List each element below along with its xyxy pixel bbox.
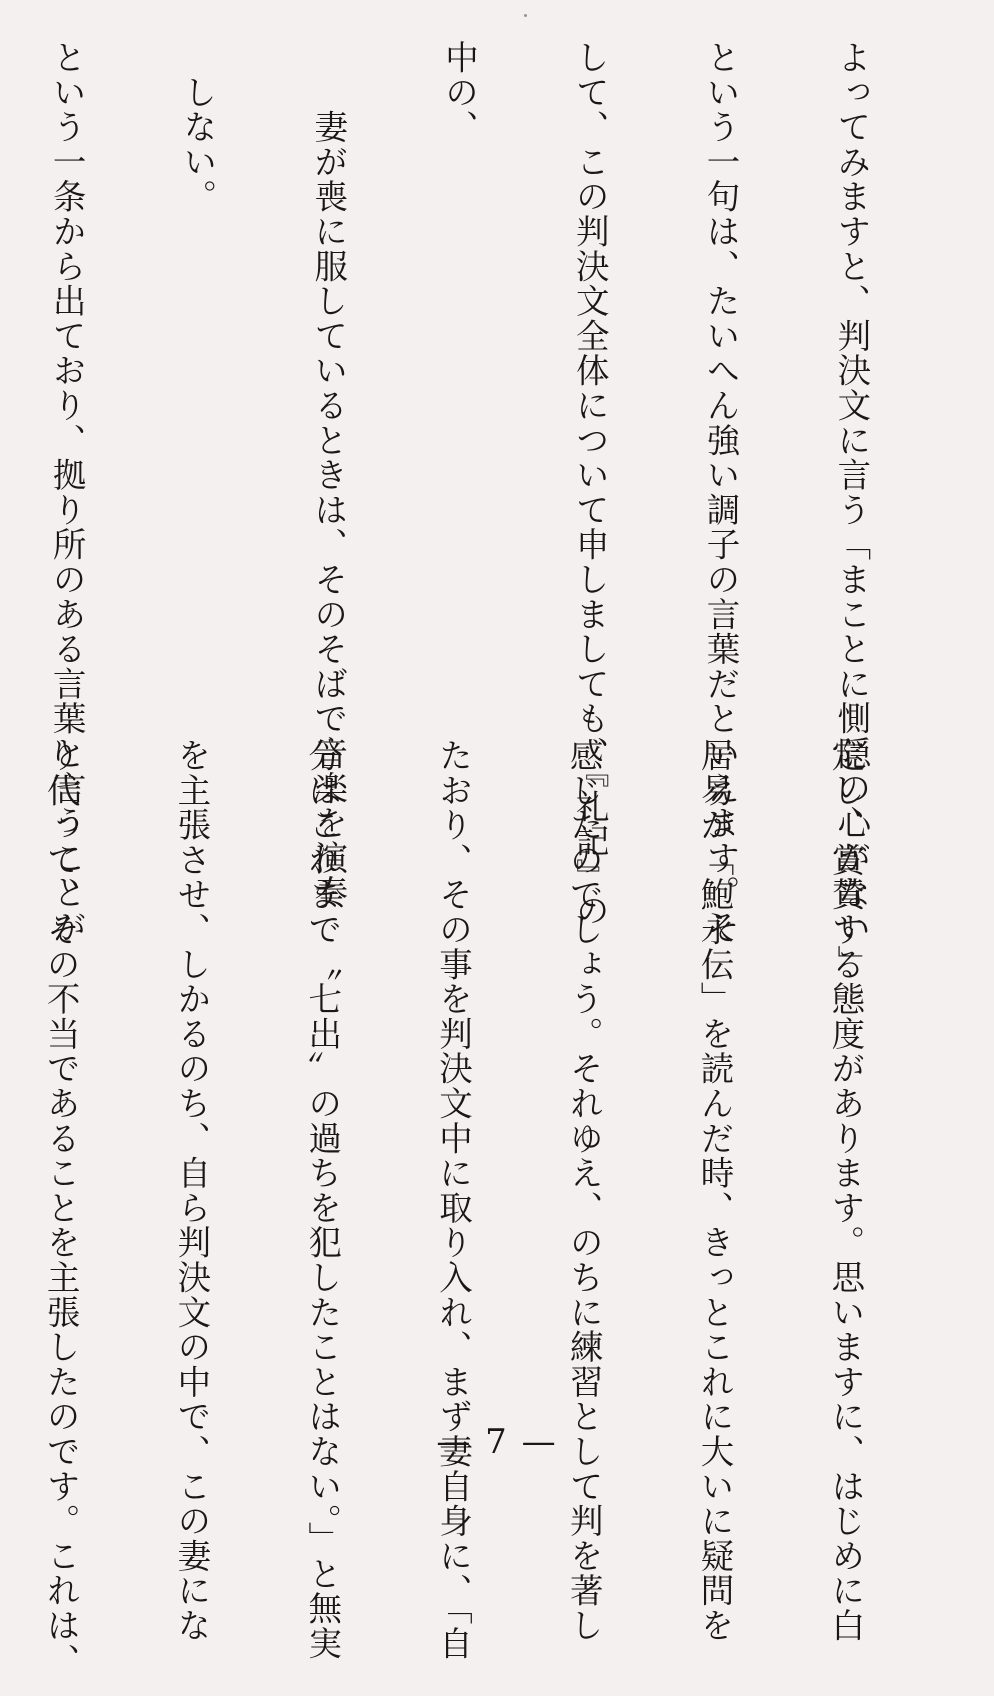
text-column: 居易が「鮑永伝」を読んだ時、きっとこれに大いに疑問を [695,738,735,1643]
text-block-upper [47,40,960,980]
quote-column: 妻が喪に服しているときは、そのそばで音楽を演奏 [308,40,348,910]
text-column: り代って、その不当であることを主張したのです。これは、 [41,738,81,1678]
print-speck [524,14,527,17]
text-column: という一句は、たいへん強い調子の言葉だといえます。そ [701,40,741,945]
text-column: して、この判決文全体について申しましても、『礼記』の [570,40,610,929]
text-column: という一条から出ており、拠り所のある言葉と言うことが [47,40,87,945]
text-column: よってみますと、判決文に言う「まことに惻隠の心がない」 [831,40,871,980]
text-column: を主張させ、しかるのち、自ら判決文の中で、この妻にな [171,738,211,1643]
text-column: 定し、賞賛する態度があります。思いますに、はじめに白 [825,738,865,1643]
text-column: 分はこれまで〝七出〟の過ちを犯したことはない。」と無実 [302,738,342,1661]
text-block-lower [41,738,954,1678]
text-column: 感じたのでしょう。それゆえ、のちに練習として判を著し [564,738,604,1643]
text-column: 中の、 [439,40,479,145]
text-column: たおり、その事を判決文中に取り入れ、まず妻自身に、「自 [433,738,473,1661]
page-number: — 7 — [436,1422,558,1462]
quote-column: しない。 [177,40,217,214]
